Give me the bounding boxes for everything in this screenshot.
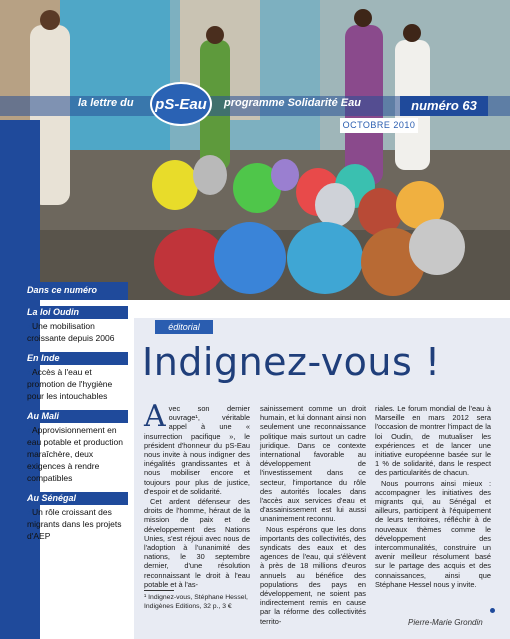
- editorial-column-2: [260, 404, 366, 627]
- paragraph: sainissement comme un droit humain, et lui donnant ainsi non seulement une reconnaissance politique mais surtout un cadre juridique. Dans ce contexte international favorable au développement de l'investissement dans ce secteur, l'importance du rôle des autorités locales dans l'accès aux services d'eau et d'assainissement est lui aussi unanimement reconnu.: [260, 404, 366, 524]
- toc-section-title: La loi Oudin: [0, 306, 128, 319]
- toc-section-body: ▪ Accès à l'eau et promotion de l'hygiène pour les intouchables: [0, 365, 128, 402]
- toc-header: Dans ce numéro: [0, 282, 128, 300]
- toc-section-title: Au Mali: [0, 410, 128, 423]
- editorial-column-1: [144, 399, 250, 590]
- drop-cap: A: [144, 399, 166, 434]
- toc-section-loi-oudin[interactable]: [0, 306, 128, 344]
- toc-section-body: ▪ Une mobilisation croissante depuis 2006: [0, 319, 128, 344]
- editorial-column-3: [375, 404, 491, 590]
- toc-section-title: En Inde: [0, 352, 128, 365]
- toc-section-mali[interactable]: [0, 410, 128, 484]
- toc-section-body: ▪ Approvisionnement en eau potable et production maraîchère, deux exigences à rendre compatibles: [0, 423, 128, 484]
- issue-date: OCTOBRE 2010: [340, 118, 418, 133]
- paragraph: Nous espérons que les dons importants des collectivités, des syndicats des eaux et des agences de l'eau, qui s'élèvent à près de 18 millions d'euros annuels au bénéfice des populations des pays en développement, ne soient pas indirectement remis en cause par la réforme des collectivités territo-: [260, 524, 366, 626]
- paragraph: [144, 399, 250, 496]
- cover-photo: [0, 0, 510, 300]
- footnote-divider: [144, 590, 174, 591]
- table-of-contents: [0, 306, 128, 550]
- paragraph: riales. Le forum mondial de l'eau à Marseille en mars 2012 sera l'occasion de montrer l'impact de la loi Oudin, de mutualiser les expériences et de lancer une initiative européenne basée sur le 1 % de solidarité, dans le respect des particularités de chacun.: [375, 404, 491, 478]
- toc-section-inde[interactable]: [0, 352, 128, 402]
- masthead-left-label: la lettre du: [78, 97, 134, 109]
- paragraph: Cet ardent défenseur des droits de l'homme, héraut de la mission de paix et de développement des Nations Unies, s'est réjoui avec nous de l'adoption à l'unanimité des nations, le 30 septembre dernier, d'une résolution reconnaissant le droit à l'eau potable et à l'as-: [144, 497, 250, 589]
- paragraph: Nous pourrons ainsi mieux : accompagner les initiatives des migrants qui, au Sénégal et ailleurs, participent à l'équipement de leurs territoires, réfléchir à de nouveaux thèmes comme le développement des intercommunalités, construire un avenir meilleur résolument basé sur le partage des acquis et des connaissances, ainsi que Stéphane Hessel nous y invite.: [375, 478, 491, 589]
- editorial-headline: Indignez-vous !: [142, 340, 441, 384]
- editorial-tag: éditorial: [155, 320, 213, 334]
- logo-text: pS-Eau: [155, 95, 207, 113]
- end-mark: [490, 608, 495, 613]
- toc-section-senegal[interactable]: [0, 492, 128, 542]
- toc-section-title: Au Sénégal: [0, 492, 128, 505]
- issue-number: numéro 63: [400, 96, 488, 116]
- footnote: ¹ Indignez-vous, Stéphane Hessel, Indigènes Editions, 32 p., 3 €: [144, 594, 248, 610]
- ps-eau-logo: [150, 82, 212, 126]
- toc-section-body: ▪ Un rôle croissant des migrants dans les projets d'AEP: [0, 505, 128, 542]
- water-pots-photo: [0, 0, 510, 300]
- paragraph-text: vec son dernier ouvrage¹, véritable appel à une « insurrection pacifique », le président d'honneur du pS-Eau nous invite à nous indigner des inégalités grandissantes et à nous mobiliser encore et toujours pour plus de justice, d'espoir et de solidarité.: [144, 404, 250, 496]
- masthead-right-label: programme Solidarité Eau: [224, 97, 361, 109]
- author-signature: Pierre-Marie Grondin: [408, 618, 483, 627]
